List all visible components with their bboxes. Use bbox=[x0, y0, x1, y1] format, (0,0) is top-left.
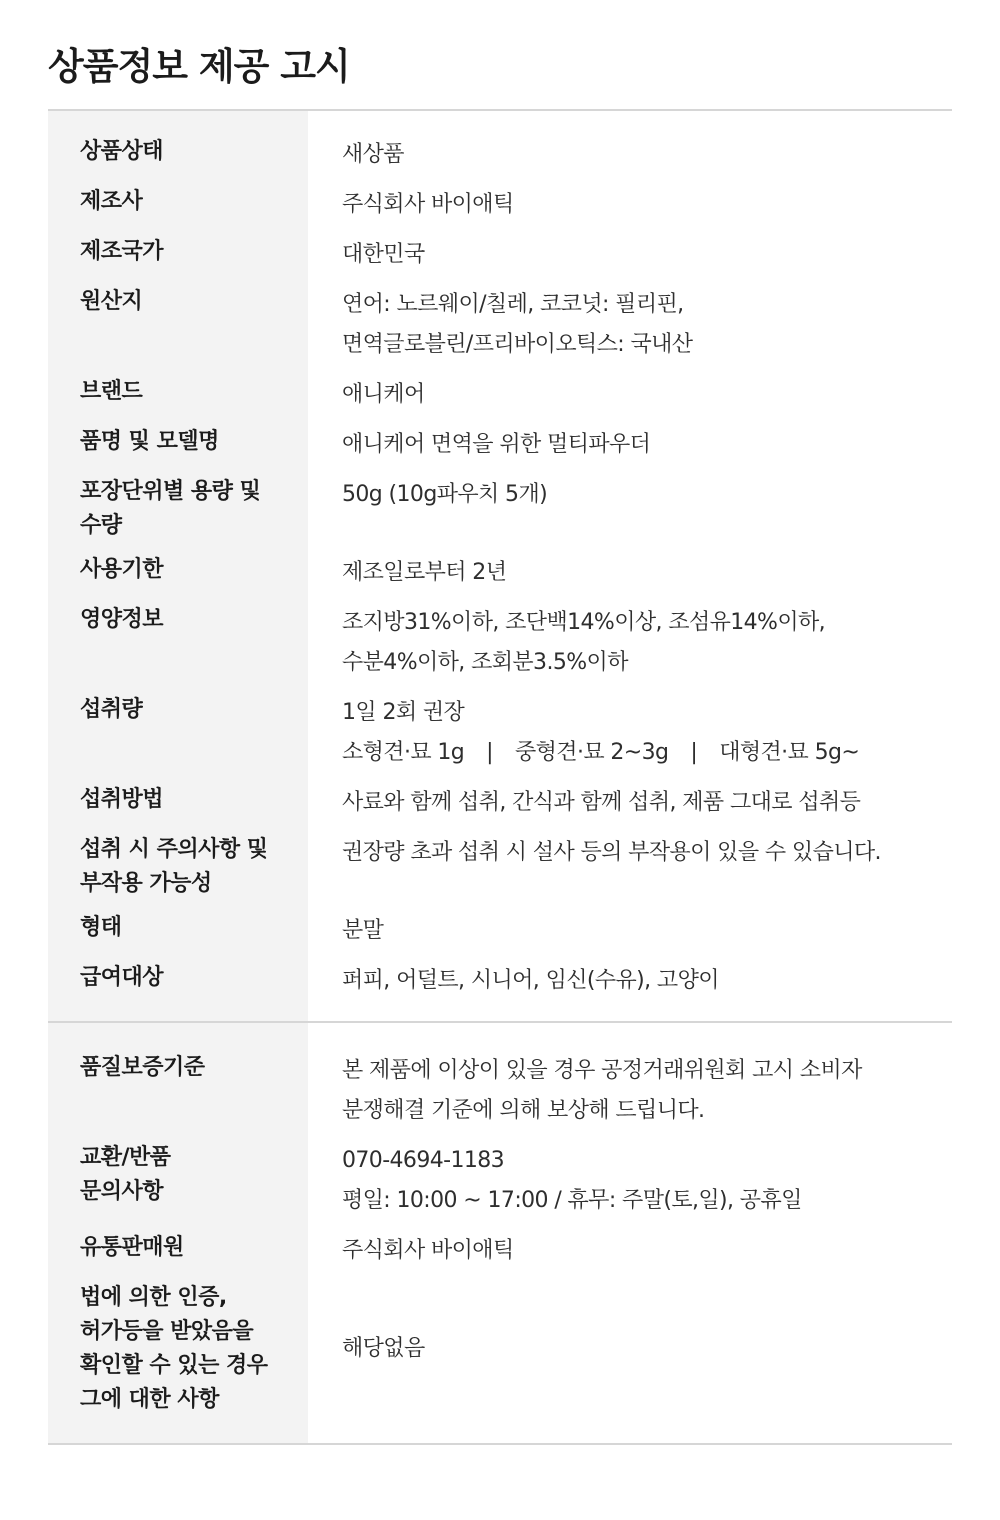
value-text: 퍼피, 어덜트, 시니어, 임신(수유), 고양이 bbox=[342, 968, 719, 993]
value-text: 권장량 초과 섭취 시 설사 등의 부작용이 있을 수 있습니다. bbox=[342, 840, 881, 865]
value-country bbox=[342, 235, 942, 275]
label-text: 포장단위별 용량 및 bbox=[80, 479, 261, 504]
label-intake-method bbox=[80, 783, 260, 817]
value-text: 사료와 함께 섭취, 간식과 함께 섭취, 제품 그대로 섭취등 bbox=[342, 790, 861, 815]
row-expiry bbox=[48, 553, 952, 593]
value-manufacturer bbox=[342, 185, 942, 225]
label-text: 유통판매원 bbox=[80, 1235, 184, 1260]
value-nutrition bbox=[342, 603, 942, 683]
value-text: 본 제품에 이상이 있을 경우 공정거래위원회 고시 소비자 bbox=[342, 1058, 862, 1083]
row-country bbox=[48, 235, 952, 275]
row-precautions bbox=[48, 833, 952, 901]
label-text: 원산지 bbox=[80, 289, 143, 314]
business-hours: 평일: 10:00 ~ 17:00 / 휴무: 주말(토,일), 공휴일 bbox=[342, 1188, 802, 1213]
label-text: 확인할 수 있는 경우 bbox=[80, 1353, 268, 1378]
value-quality-standard bbox=[342, 1051, 942, 1131]
value-text: 분쟁해결 기준에 의해 보상해 드립니다. bbox=[342, 1098, 705, 1123]
value-text: 조지방31%이하, 조단백14%이상, 조섬유14%이하, bbox=[342, 610, 826, 635]
value-text: 해당없음 bbox=[342, 1336, 425, 1361]
row-form bbox=[48, 911, 952, 951]
label-text: 섭취량 bbox=[80, 697, 143, 722]
value-model-name bbox=[342, 425, 942, 465]
dosage-medium: 중형견·묘 2~3g bbox=[514, 740, 669, 765]
row-brand bbox=[48, 375, 952, 415]
row-nutrition bbox=[48, 603, 952, 683]
value-text: 주식회사 바이애틱 bbox=[342, 192, 514, 217]
row-exchange-inquiry bbox=[48, 1141, 952, 1221]
label-text: 교환/반품 bbox=[80, 1145, 171, 1170]
value-intake bbox=[342, 693, 942, 773]
label-text: 문의사항 bbox=[80, 1179, 164, 1204]
row-origin bbox=[48, 285, 952, 365]
dosage-small: 소형견·묘 1g bbox=[342, 740, 465, 765]
value-target bbox=[342, 961, 942, 1001]
value-brand bbox=[342, 375, 942, 415]
label-country bbox=[80, 235, 260, 269]
value-condition bbox=[342, 135, 942, 175]
page-title: 상품정보 제공 고시 bbox=[48, 45, 350, 88]
label-text: 수량 bbox=[80, 513, 122, 538]
phone-number: 070-4694-1183 bbox=[342, 1148, 505, 1173]
label-text: 형태 bbox=[80, 915, 122, 940]
value-text: 1일 2회 권장 bbox=[342, 700, 465, 725]
value-text: 제조일로부터 2년 bbox=[342, 560, 507, 585]
label-package-quantity bbox=[80, 475, 260, 543]
label-condition bbox=[80, 135, 260, 169]
value-intake-method bbox=[342, 783, 942, 823]
value-text: 연어: 노르웨이/칠레, 코코넛: 필리핀, bbox=[342, 292, 684, 317]
row-intake bbox=[48, 693, 952, 773]
label-distributor bbox=[80, 1231, 260, 1265]
info-section-seller bbox=[48, 1023, 952, 1445]
label-intake bbox=[80, 693, 260, 727]
value-expiry bbox=[342, 553, 942, 593]
row-manufacturer bbox=[48, 185, 952, 225]
separator: | bbox=[690, 740, 698, 765]
label-text: 품질보증기준 bbox=[80, 1055, 205, 1080]
label-text: 상품상태 bbox=[80, 139, 164, 164]
label-text: 섭취방법 bbox=[80, 787, 164, 812]
value-text: 애니케어 면역을 위한 멀티파우더 bbox=[342, 432, 651, 457]
row-intake-method bbox=[48, 783, 952, 823]
value-text: 새상품 bbox=[342, 142, 404, 167]
label-manufacturer bbox=[80, 185, 260, 219]
row-target bbox=[48, 961, 952, 1001]
label-text: 영양정보 bbox=[80, 607, 164, 632]
value-origin bbox=[342, 285, 942, 365]
label-text: 브랜드 bbox=[80, 379, 143, 404]
value-certification bbox=[342, 1329, 942, 1369]
label-text: 부작용 가능성 bbox=[80, 871, 212, 896]
value-text: 50g (10g파우치 5개) bbox=[342, 482, 548, 507]
label-text: 섭취 시 주의사항 및 bbox=[80, 837, 268, 862]
label-quality-standard bbox=[80, 1051, 260, 1085]
label-exchange-inquiry bbox=[80, 1141, 260, 1209]
value-text: 대한민국 bbox=[342, 242, 425, 267]
separator: | bbox=[486, 740, 493, 765]
value-package-quantity bbox=[342, 475, 942, 515]
label-text: 품명 및 모델명 bbox=[80, 429, 219, 454]
label-text: 법에 의한 인증, bbox=[80, 1285, 227, 1310]
value-distributor bbox=[342, 1231, 942, 1271]
label-text: 제조사 bbox=[80, 189, 143, 214]
value-text: 애니케어 bbox=[342, 382, 425, 407]
row-distributor bbox=[48, 1231, 952, 1271]
value-text: 분말 bbox=[342, 918, 384, 943]
value-text: 수분4%이하, 조회분3.5%이하 bbox=[342, 650, 628, 675]
label-text: 허가등을 받았음을 bbox=[80, 1319, 254, 1344]
value-text: 면역글로블린/프리바이오틱스: 국내산 bbox=[342, 332, 693, 357]
row-package-quantity bbox=[48, 475, 952, 543]
value-form bbox=[342, 911, 942, 951]
label-origin bbox=[80, 285, 260, 319]
product-info-table bbox=[48, 109, 952, 1445]
value-exchange-inquiry bbox=[342, 1141, 942, 1221]
label-form bbox=[80, 911, 260, 945]
label-certification bbox=[80, 1281, 268, 1417]
row-model-name bbox=[48, 425, 952, 465]
label-text: 제조국가 bbox=[80, 239, 164, 264]
value-text: 주식회사 바이애틱 bbox=[342, 1238, 514, 1263]
row-condition bbox=[48, 135, 952, 175]
label-brand bbox=[80, 375, 260, 409]
dosage-line bbox=[342, 733, 942, 773]
label-text: 그에 대한 사항 bbox=[80, 1387, 219, 1412]
value-precautions bbox=[342, 833, 942, 873]
label-text: 사용기한 bbox=[80, 557, 164, 582]
label-precautions bbox=[80, 833, 268, 901]
label-model-name bbox=[80, 425, 260, 459]
label-nutrition bbox=[80, 603, 260, 637]
label-target bbox=[80, 961, 260, 995]
dosage-large: 대형견·묘 5g~ bbox=[719, 740, 860, 765]
label-expiry bbox=[80, 553, 260, 587]
info-section-product bbox=[48, 111, 952, 1023]
label-text: 급여대상 bbox=[80, 965, 164, 990]
row-quality-standard bbox=[48, 1051, 952, 1131]
row-certification bbox=[48, 1281, 952, 1417]
